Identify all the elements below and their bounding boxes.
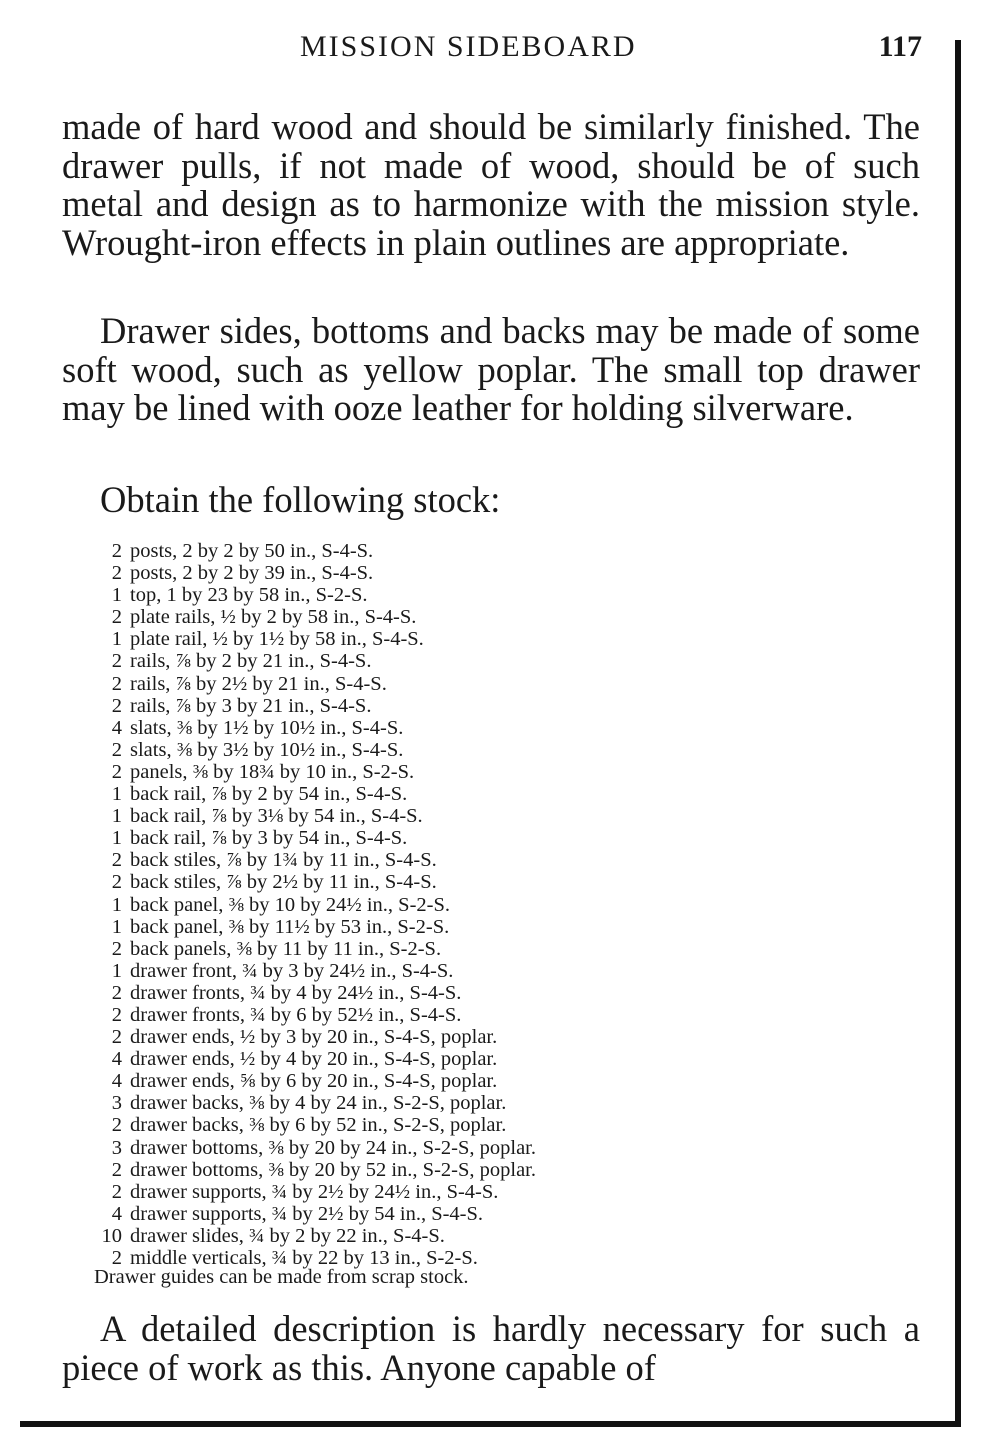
stock-list-item — [92, 1048, 536, 1070]
stock-description: back stiles, ⅞ by 2½ by 11 in., S-4-S. — [130, 871, 437, 894]
stock-quantity: 1 — [111, 805, 122, 828]
stock-list-item — [92, 960, 536, 982]
stock-quantity: 2 — [111, 981, 122, 1004]
running-title: MISSION SIDEBOARD — [300, 30, 637, 63]
stock-list-item — [92, 1159, 536, 1181]
page-number: 117 — [878, 30, 922, 63]
stock-list-item — [92, 606, 536, 628]
stock-description: drawer bottoms, ⅜ by 20 by 24 in., S-2-S, poplar. — [130, 1136, 536, 1159]
stock-quantity: 2 — [111, 606, 122, 629]
stock-list-item — [92, 717, 536, 739]
stock-quantity: 1 — [111, 893, 122, 916]
stock-description: back panel, ⅜ by 10 by 24½ in., S-2-S. — [130, 893, 450, 916]
stock-list-item — [92, 1203, 536, 1225]
stock-description: rails, ⅞ by 2½ by 21 in., S-4-S. — [130, 672, 387, 695]
stock-list-item — [92, 894, 536, 916]
stock-intro: Obtain the following stock: — [100, 479, 501, 520]
page-border-bottom — [20, 1421, 961, 1427]
stock-quantity: 1 — [111, 915, 122, 938]
stock-quantity: 4 — [111, 1070, 122, 1093]
stock-list-item — [92, 982, 536, 1004]
stock-quantity: 2 — [111, 562, 122, 585]
stock-quantity: 1 — [111, 827, 122, 850]
stock-quantity: 1 — [111, 959, 122, 982]
stock-quantity: 1 — [111, 584, 122, 607]
stock-list-item — [92, 1137, 536, 1159]
stock-description: plate rail, ½ by 1½ by 58 in., S-4-S. — [130, 628, 424, 651]
stock-quantity: 2 — [111, 738, 122, 761]
stock-quantity: 2 — [111, 760, 122, 783]
stock-quantity: 3 — [111, 1136, 122, 1159]
stock-description: drawer slides, ¾ by 2 by 22 in., S-4-S. — [130, 1224, 445, 1247]
stock-quantity: 3 — [111, 1092, 122, 1115]
stock-description: drawer fronts, ¾ by 6 by 52½ in., S-4-S. — [130, 1003, 462, 1026]
stock-quantity: 1 — [111, 628, 122, 651]
stock-quantity: 2 — [111, 937, 122, 960]
stock-description: drawer backs, ⅜ by 6 by 52 in., S-2-S, poplar. — [130, 1114, 507, 1137]
stock-quantity: 10 — [101, 1224, 122, 1247]
stock-list-item — [92, 540, 536, 562]
stock-list-item — [92, 1070, 536, 1092]
stock-description: posts, 2 by 2 by 50 in., S-4-S. — [130, 540, 374, 562]
stock-description: drawer supports, ¾ by 2½ by 24½ in., S-4-S. — [130, 1180, 499, 1203]
stock-quantity: 2 — [111, 1158, 122, 1181]
stock-list-item — [92, 650, 536, 672]
stock-list-item — [92, 1225, 536, 1247]
page-border-right — [955, 40, 961, 1425]
stock-quantity: 2 — [111, 694, 122, 717]
stock-description: plate rails, ½ by 2 by 58 in., S-4-S. — [130, 606, 417, 629]
stock-description: top, 1 by 23 by 58 in., S-2-S. — [130, 584, 368, 607]
paragraph-description: A detailed description is hardly necessary for such a piece of work as this. Anyone capable of — [62, 1308, 920, 1388]
stock-quantity: 2 — [111, 672, 122, 695]
stock-description: drawer ends, ⅝ by 6 by 20 in., S-4-S, poplar. — [130, 1070, 498, 1093]
stock-description: panels, ⅜ by 18¾ by 10 in., S-2-S. — [130, 760, 415, 783]
paragraph-finish: made of hard wood and should be similarly finished. The drawer pulls, if not made of wood, should be of such metal and design as to harmonize with the mission style. Wrought-iron effects in plain outlines are appropriate. — [62, 106, 920, 263]
stock-description: drawer backs, ⅜ by 4 by 24 in., S-2-S, poplar. — [130, 1092, 507, 1115]
stock-list-item — [92, 805, 536, 827]
stock-list-item — [92, 916, 536, 938]
stock-description: drawer supports, ¾ by 2½ by 54 in., S-4-S. — [130, 1202, 484, 1225]
stock-list-item — [92, 1092, 536, 1114]
stock-list-item — [92, 761, 536, 783]
stock-description: back stiles, ⅞ by 1¾ by 11 in., S-4-S. — [130, 849, 437, 872]
stock-list-item — [92, 827, 536, 849]
stock-list-item — [92, 1004, 536, 1026]
stock-description: back panels, ⅜ by 11 by 11 in., S-2-S. — [130, 937, 442, 960]
stock-list-item — [92, 783, 536, 805]
stock-list-item — [92, 628, 536, 650]
stock-description: drawer ends, ½ by 3 by 20 in., S-4-S, poplar. — [130, 1026, 498, 1049]
stock-list-item — [92, 871, 536, 893]
stock-list-item — [92, 938, 536, 960]
stock-list-item — [92, 739, 536, 761]
stock-quantity: 4 — [111, 1202, 122, 1225]
stock-quantity: 2 — [111, 1026, 122, 1049]
stock-description: drawer front, ¾ by 3 by 24½ in., S-4-S. — [130, 959, 454, 982]
stock-quantity: 2 — [111, 1180, 122, 1203]
stock-description: rails, ⅞ by 3 by 21 in., S-4-S. — [130, 694, 372, 717]
page-header — [62, 30, 922, 70]
stock-list-item — [92, 584, 536, 606]
stock-list-item — [92, 1181, 536, 1203]
stock-description: slats, ⅜ by 1½ by 10½ in., S-4-S. — [130, 716, 404, 739]
stock-description: drawer ends, ½ by 4 by 20 in., S-4-S, poplar. — [130, 1048, 498, 1071]
stock-description: back rail, ⅞ by 2 by 54 in., S-4-S. — [130, 783, 408, 806]
stock-description: posts, 2 by 2 by 39 in., S-4-S. — [130, 562, 374, 585]
stock-quantity: 2 — [111, 1247, 122, 1269]
stock-description: back rail, ⅞ by 3⅛ by 54 in., S-4-S. — [130, 805, 423, 828]
stock-list — [92, 540, 536, 1269]
stock-list-item — [92, 673, 536, 695]
stock-list-item — [92, 562, 536, 584]
stock-quantity: 2 — [111, 540, 122, 562]
stock-description: drawer bottoms, ⅜ by 20 by 52 in., S-2-S, poplar. — [130, 1158, 536, 1181]
stock-quantity: 2 — [111, 650, 122, 673]
stock-quantity: 4 — [111, 1048, 122, 1071]
stock-description: back panel, ⅜ by 11½ by 53 in., S-2-S. — [130, 915, 450, 938]
stock-list-item — [92, 849, 536, 871]
stock-description: drawer fronts, ¾ by 4 by 24½ in., S-4-S. — [130, 981, 462, 1004]
stock-quantity: 4 — [111, 716, 122, 739]
paragraph-drawer-materials: Drawer sides, bottoms and backs may be made of some soft wood, such as yellow poplar. The small top drawer may be lined with ooze leather for holding silverware. — [62, 310, 920, 428]
stock-list-item — [92, 1026, 536, 1048]
stock-description: rails, ⅞ by 2 by 21 in., S-4-S. — [130, 650, 372, 673]
stock-description: middle verticals, ¾ by 22 by 13 in., S-2-S. — [130, 1247, 478, 1269]
stock-description: slats, ⅜ by 3½ by 10½ in., S-4-S. — [130, 738, 404, 761]
stock-quantity: 2 — [111, 849, 122, 872]
stock-list-item — [92, 695, 536, 717]
stock-description: back rail, ⅞ by 3 by 54 in., S-4-S. — [130, 827, 408, 850]
stock-list-item — [92, 1114, 536, 1136]
stock-quantity: 2 — [111, 1114, 122, 1137]
stock-note: Drawer guides can be made from scrap stock. — [94, 1266, 469, 1288]
stock-quantity: 1 — [111, 783, 122, 806]
stock-quantity: 2 — [111, 871, 122, 894]
stock-quantity: 2 — [111, 1003, 122, 1026]
